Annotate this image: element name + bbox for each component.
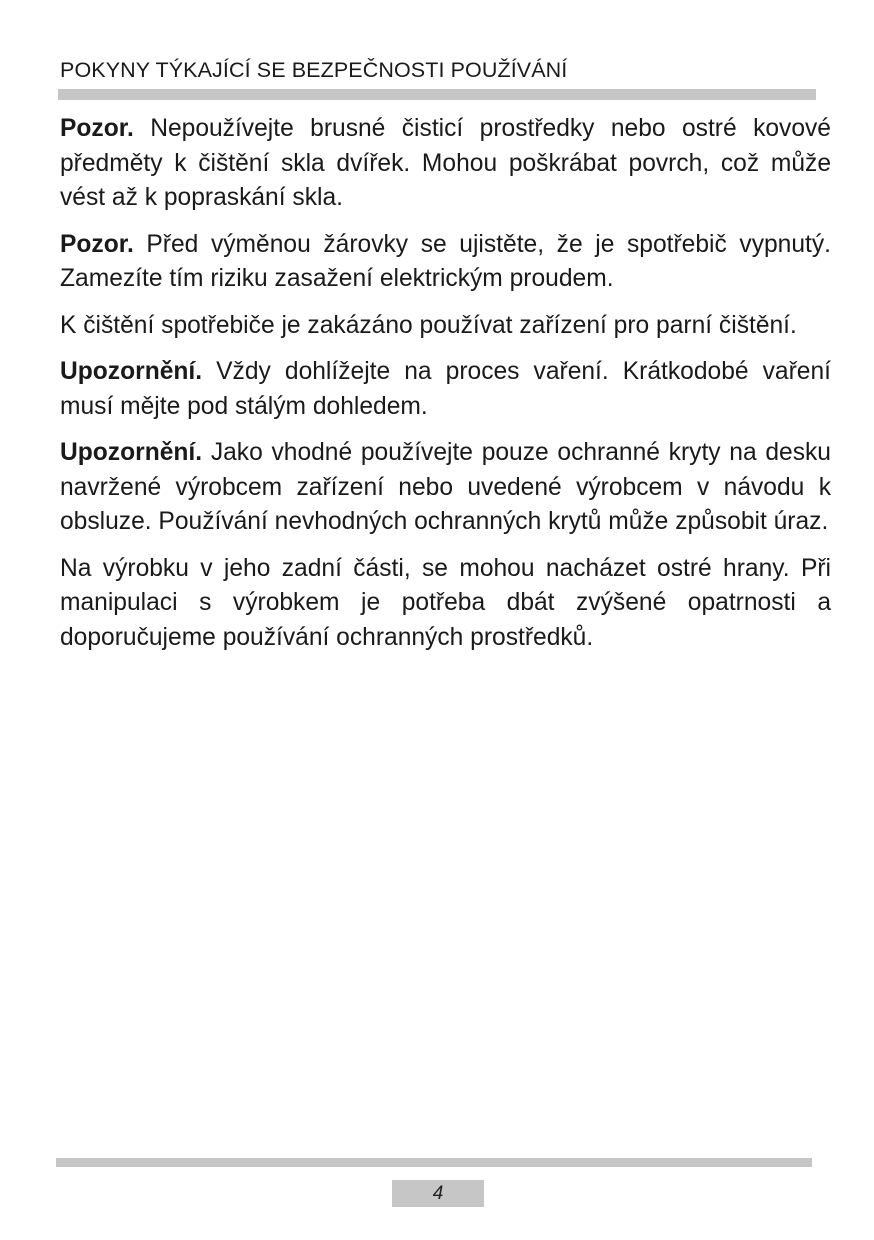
- paragraph-glass-cleaning-warning: [60, 112, 831, 216]
- paragraph-text: K čištění spotřebiče je zakázáno používat zařízení pro parní čištění.: [60, 311, 797, 339]
- paragraph-text: Nepoužívejte brusné čisticí prostředky nebo ostré kovové předměty k čištění skla dvířek. Mohou poškrábat povrch, což může vést až k popraskání skla.: [60, 115, 831, 211]
- body-text: [60, 112, 831, 667]
- paragraph-text: Před výměnou žárovky se ujistěte, že je spotřebič vypnutý. Zamezíte tím riziku zasažení elektrickým proudem.: [60, 230, 831, 292]
- paragraph-bulb-replacement-warning: [60, 228, 831, 297]
- paragraph-sharp-edges: [60, 552, 831, 656]
- paragraph-lead: Upozornění.: [60, 358, 203, 385]
- paragraph-text: Na výrobku v jeho zadní části, se mohou nacházet ostré hrany. Při manipulaci s výrobkem je potřeba dbát zvýšené opatrnosti a doporučujeme používání ochranných prostředků.: [60, 554, 831, 651]
- page-number: 4: [432, 1182, 444, 1204]
- header-divider: [58, 89, 816, 100]
- page-number-box: [392, 1180, 484, 1207]
- paragraph-steam-cleaning: [60, 309, 831, 344]
- paragraph-text: Jako vhodné používejte pouze ochranné kryty na desku navržené výrobcem zařízení nebo uvedené výrobcem v návodu k obsluze. Používání nevhodných ochranných krytů může způsobit úraz.: [60, 439, 831, 535]
- paragraph-text: Vždy dohlížejte na proces vaření. Krátkodobé vaření musí mějte pod stálým dohledem.: [60, 358, 831, 420]
- paragraph-hob-guards: [60, 436, 831, 540]
- paragraph-lead: Pozor.: [60, 230, 134, 258]
- page-title: POKYNY TÝKAJÍCÍ SE BEZPEČNOSTI POUŽÍVÁNÍ: [60, 58, 568, 82]
- paragraph-lead: Upozornění.: [60, 439, 203, 466]
- footer-divider: [56, 1158, 812, 1167]
- paragraph-lead: Pozor.: [60, 115, 134, 142]
- paragraph-cooking-supervision: [60, 355, 831, 424]
